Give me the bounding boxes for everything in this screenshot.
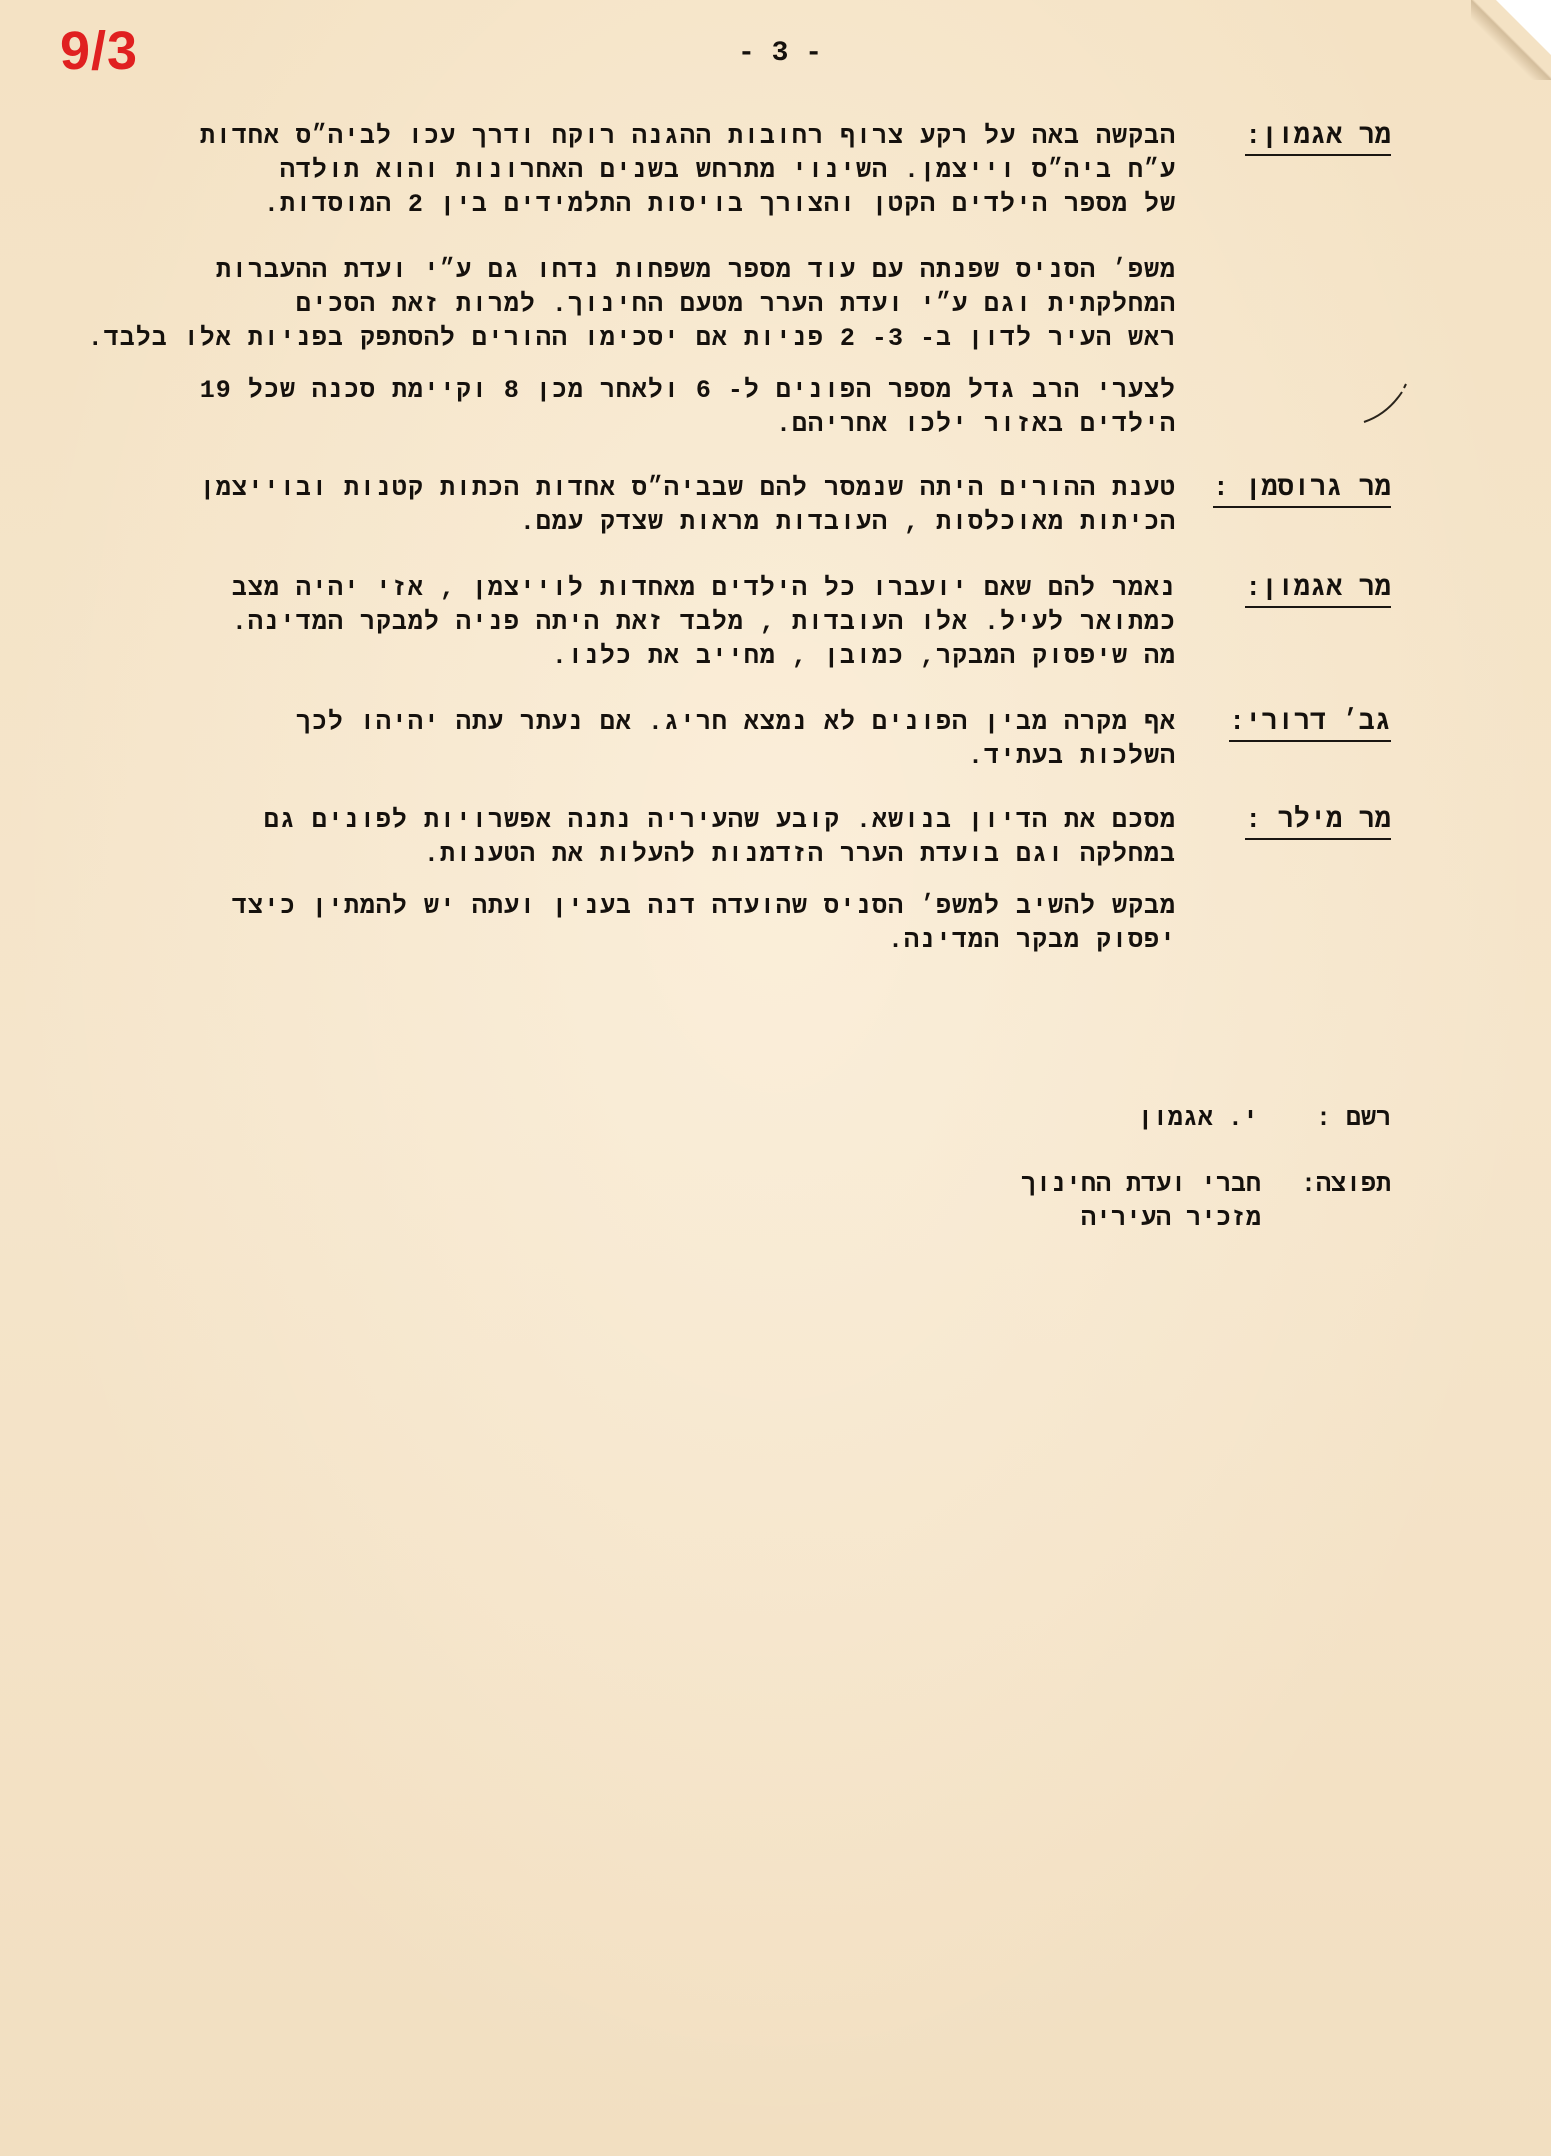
text-line: טענת ההורים היתה שנמסר להם שבביה״ס אחדות הכתות קטנות ובוייצמן [199,474,1176,503]
pen-mark [1360,380,1420,430]
paragraph [36,472,1176,540]
paragraph [36,804,1176,872]
recorder-label: רשם : [1315,1104,1391,1133]
text-line: אף מקרה מבין הפונים לא נמצא חריג. אם נעתר עתה יהיהו לכך [295,708,1176,737]
text-line: כמתואר לעיל. אלו העובדות , מלבד זאת היתה פניה למבקר המדינה. [231,608,1176,637]
text-line: השלכות בעתיד. [967,742,1176,771]
paragraph [36,706,1176,774]
text-line: הכיתות מאוכלסות , העובדות מראות שצדק עמם. [519,508,1176,537]
text-line: מבקש להשיב למשפ׳ הסניס שהועדה דנה בענין ועתה יש להמתין כיצד [231,892,1176,921]
speaker-label: מר אגמון: [1245,122,1391,156]
text-line: מסכם את הדיון בנושא. קובע שהעיריה נתנה אפשרויות לפונים גם [263,806,1176,835]
text-line: מה שיפסוק המבקר, כמובן , מחייב את כלנו. [551,642,1176,671]
recorder-line [1138,1104,1391,1133]
text-line: הילדים באזור ילכו אחריהם. [775,410,1176,439]
text-line: במחלקה וגם בועדת הערר הזדמנות להעלות את הטענות. [423,840,1176,869]
text-line: ראש העיר לדון ב- 3- 2 פניות אם יסכימו ההורים להסתפק בפניות אלו בלבד. [87,324,1176,353]
paragraph [36,254,1176,356]
text-line: הבקשה באה על רקע צרוף רחובות ההגנה רוקח ודרך עכו לביה״ס אחדות [199,122,1176,151]
text-line: נאמר להם שאם יועברו כל הילדים מאחדות לוייצמן , אזי יהיה מצב [231,574,1176,603]
distribution-item: מזכיר העיריה [1080,1204,1261,1233]
paragraph [36,120,1176,222]
text-line: יפסוק מבקר המדינה. [887,926,1176,955]
text-line: לצערי הרב גדל מספר הפונים ל- 6 ולאחר מכן 8 וקיימת סכנה שכל 19 [199,376,1176,405]
paragraph [36,374,1176,442]
speaker-label: מר אגמון: [1245,574,1391,608]
page-number: - 3 - [737,38,822,69]
paragraph [36,890,1176,958]
distribution-label: תפוצה: [1300,1170,1391,1199]
speaker-label: גב׳ דרורי: [1229,708,1391,742]
recorder-name: י. אגמון [1137,1104,1258,1133]
text-line: של מספר הילדים הקטן והצורך בויסות התלמידים בין 2 המוסדות. [263,190,1176,219]
text-line: המחלקתית וגם ע״י ועדת הערר מטעם החינוך. למרות זאת הסכים [295,290,1176,319]
paragraph [36,572,1176,674]
distribution-item: חברי ועדת החינוך [1020,1170,1261,1199]
speaker-label: מר מילר : [1245,806,1391,840]
document-label: 9/3 [60,21,139,81]
text-line: ע״ח ביה״ס וייצמן. השינוי מתרחש בשנים האחרונות והוא תולדה [279,156,1176,185]
speaker-label: מר גרוסמן : [1213,474,1391,508]
folded-corner [1496,0,1551,55]
text-line: משפ׳ הסניס שפנתה עם עוד מספר משפחות נדחו גם ע״י ועדת ההעברות [215,256,1176,285]
